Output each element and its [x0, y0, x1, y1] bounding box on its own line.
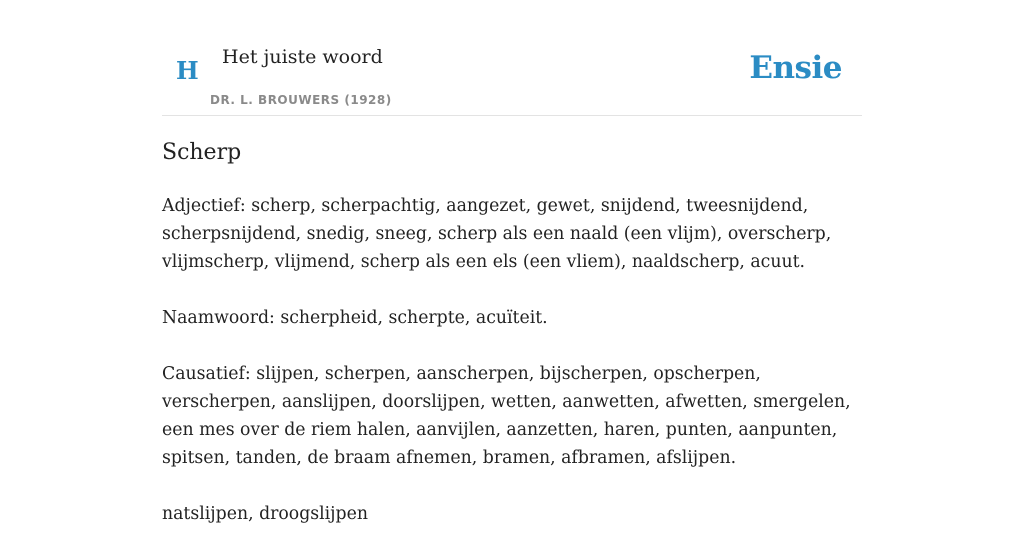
- entry-title: Scherp: [162, 140, 242, 165]
- entry-paragraph-extra: natslijpen, droogslijpen: [162, 504, 368, 524]
- book-letter-link[interactable]: H: [176, 56, 199, 85]
- book-title[interactable]: Het juiste woord: [222, 46, 383, 68]
- page-container: [162, 0, 862, 524]
- book-header: [162, 0, 862, 116]
- entry-paragraph-causative: Causatief: slijpen, scherpen, aanscherpen, bijscherpen, opscherpen, verscherpen, aanslijpen, doorslijpen, wetten, aanwetten, afwetten, smergelen, een mes over de riem halen, aanvijlen, aanzetten, haren, punten, aanpunten, spitsen, tanden, de braam afnemen, bramen, afbramen, afslijpen.: [162, 364, 851, 468]
- entry-paragraph-adjective: Adjectief: scherp, scherpachtig, aangezet, gewet, snijdend, tweesnijdend, scherpsnijdend, snedig, sneeg, scherp als een naald (een vlijm), overscherp, vlijmscherp, vlijmend, scherp als een els (een vliem), naaldscherp, acuut.: [162, 196, 832, 272]
- entry-paragraph-noun: Naamwoord: scherpheid, scherpte, acuïteit.: [162, 308, 548, 328]
- book-author: DR. L. BROUWERS (1928): [210, 93, 392, 107]
- entry-body: [162, 192, 862, 556]
- ensie-logo[interactable]: Ensie: [749, 50, 842, 86]
